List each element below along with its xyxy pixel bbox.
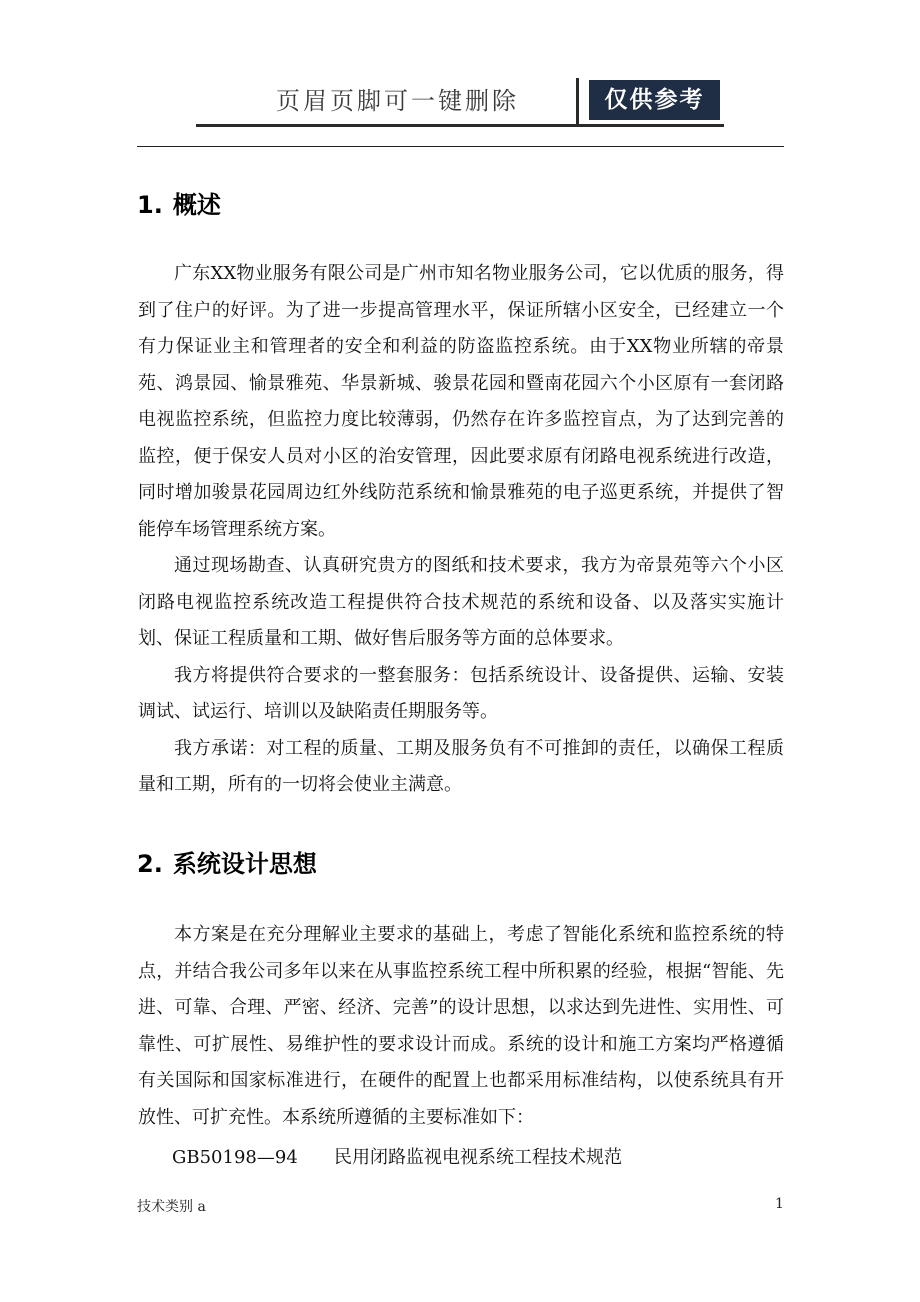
- paragraph: 本方案是在充分理解业主要求的基础上，考虑了智能化系统和监控系统的特点，并结合我公司多年以来在从事监控系统工程中所积累的经验，根据“智能、先进、可靠、合理、严密、经济、完善”的设计思想，以求达到先进性、实用性、可靠性、可扩展性、易维护性的要求设计而成。系统的设计和施工方案均严格遵循有关国际和国家标准进行，在硬件的配置上也都采用标准结构，以使系统具有开放性、可扩充性。本系统所遵循的主要标准如下：: [138, 924, 784, 1128]
- footer-category: 技术类别 a: [137, 1199, 206, 1215]
- banner-underline: [196, 124, 724, 127]
- section-number: 2.: [137, 850, 163, 878]
- page-number: 1: [775, 1196, 784, 1212]
- header-banner: [196, 78, 724, 128]
- section-heading-design: [137, 849, 317, 879]
- paragraph: 我方将提供符合要求的一整套服务：包括系统设计、设备提供、运输、安装调试、试运行、培训以及缺陷责任期服务等。: [138, 664, 784, 722]
- section-heading-overview: [137, 190, 221, 220]
- section-body-overview: [138, 256, 784, 804]
- paragraph: 我方承诺：对工程的质量、工期及服务负有不可推卸的责任，以确保工程质量和工期，所有的一切将会使业主满意。: [138, 737, 784, 795]
- standard-line: [172, 1140, 622, 1176]
- banner-divider: [576, 78, 579, 126]
- standard-name: 民用闭路监视电视系统工程技术规范: [334, 1147, 622, 1168]
- section-title: 概述: [172, 191, 221, 219]
- header-banner-text: 页眉页脚可一键删除: [276, 87, 519, 115]
- section-body-design: [138, 917, 784, 1136]
- reference-only-badge: 仅供参考: [589, 80, 720, 120]
- standard-code: GB50198—94: [172, 1147, 298, 1168]
- section-title: 系统设计思想: [172, 850, 317, 878]
- paragraph: 通过现场勘查、认真研究贵方的图纸和技术要求，我方为帝景苑等六个小区闭路电视监控系统改造工程提供符合技术规范的系统和设备、以及落实实施计划、保证工程质量和工期、做好售后服务等方面的总体要求。: [138, 555, 784, 649]
- section-number: 1.: [137, 191, 163, 219]
- header-rule: [137, 146, 784, 147]
- paragraph: 广东XX物业服务有限公司是广州市知名物业服务公司，它以优质的服务，得到了住户的好评。为了进一步提高管理水平，保证所辖小区安全，已经建立一个有力保证业主和管理者的安全和利益的防盗监控系统。由于XX物业所辖的帝景苑、鸿景园、愉景雅苑、华景新城、骏景花园和暨南花园六个小区原有一套闭路电视监控系统，但监控力度比较薄弱，仍然存在许多监控盲点，为了达到完善的监控，便于保安人员对小区的治安管理，因此要求原有闭路电视系统进行改造，同时增加骏景花园周边红外线防范系统和愉景雅苑的电子巡更系统，并提供了智能停车场管理系统方案。: [138, 263, 784, 540]
